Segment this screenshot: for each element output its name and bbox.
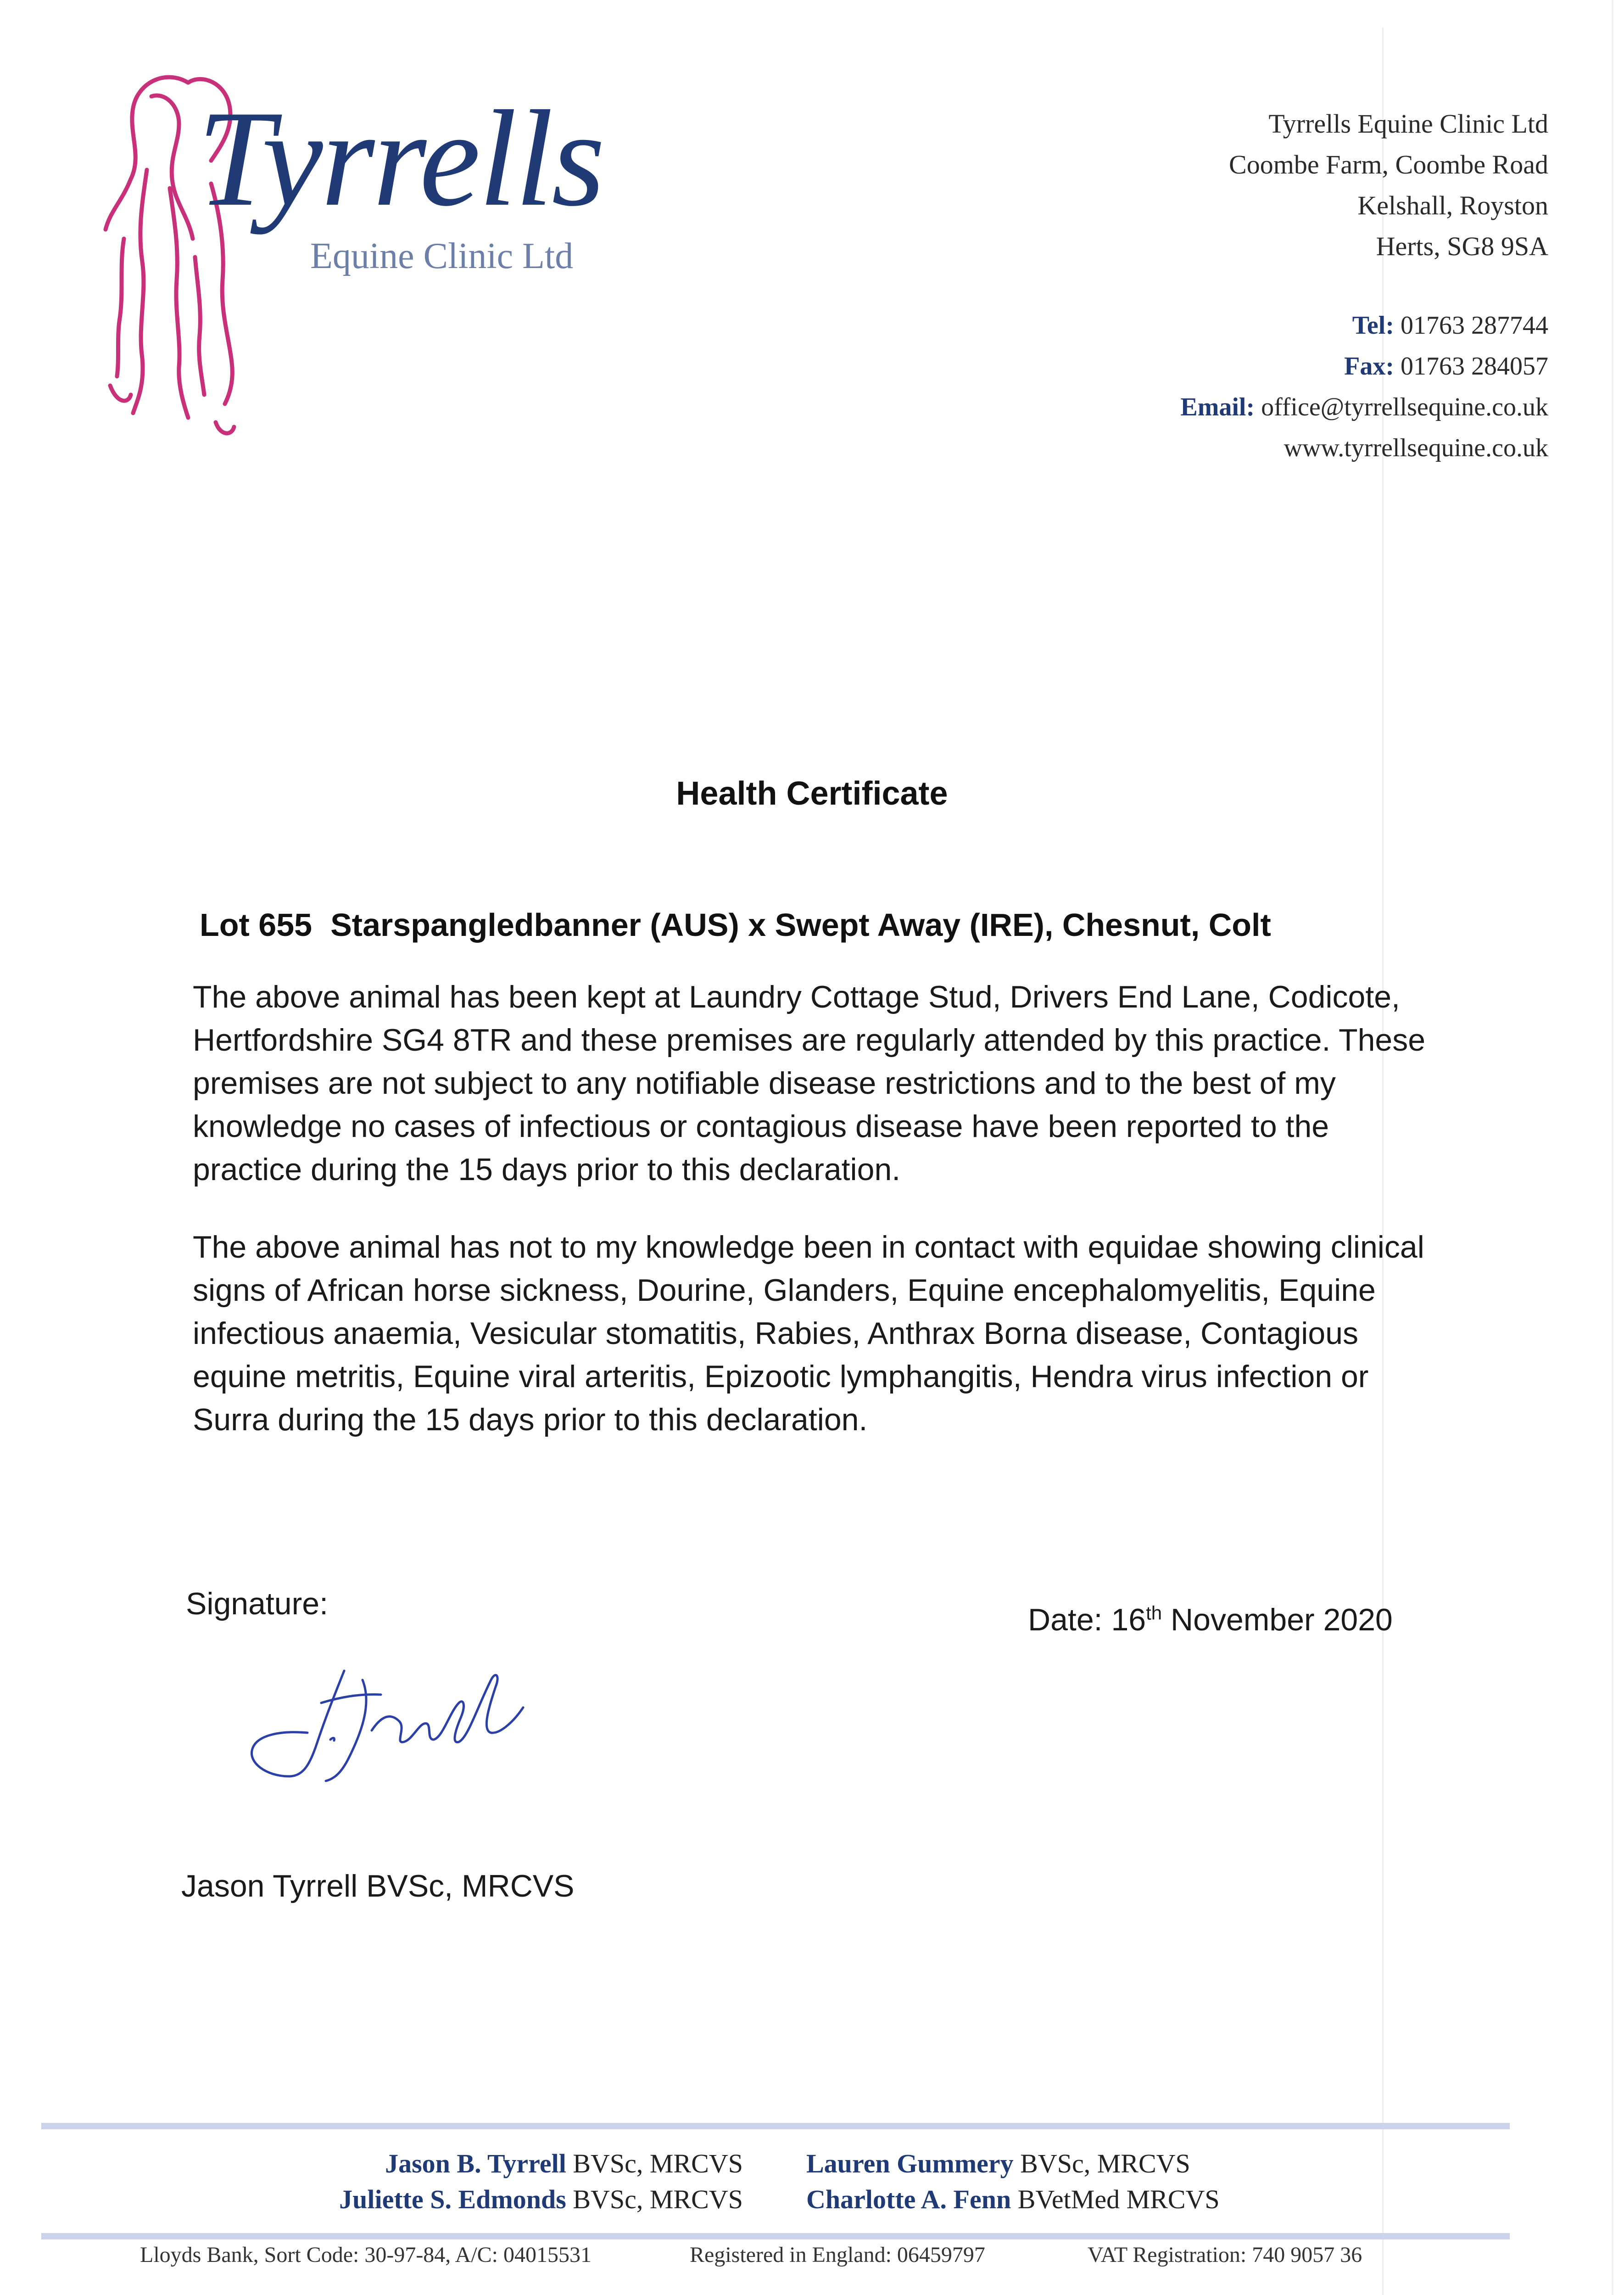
vet-entry <box>339 2146 743 2182</box>
email-line <box>1180 387 1548 428</box>
lot-description: Starspangledbanner (AUS) x Swept Away (IRE), Chesnut, Colt <box>330 907 1271 943</box>
contact-paragraph: The above animal has not to my knowledge been in contact with equidae showing clinical signs of African horse sickness, Dourine, Glanders, Equine encephalomyelitis, Equine infectious anaemia, Vesicular stomatitis, Rabies, Anthrax Borna disease, Contagious equine metritis, Equine viral arteritis, Epizootic lymphangitis, Hendra virus infection or Surra during the 15 days prior to this declaration. <box>193 1230 1424 1437</box>
vet-entry <box>339 2182 743 2217</box>
date-suffix: th <box>1146 1602 1162 1624</box>
logo-wordmark: Tyrrells <box>197 82 603 235</box>
vet-quals: BVetMed MRCVS <box>1017 2184 1220 2214</box>
fax-label: Fax: <box>1344 352 1394 381</box>
tel-label: Tel: <box>1352 311 1394 340</box>
footer-divider <box>41 2123 1510 2129</box>
date-rest: November 2020 <box>1171 1602 1393 1637</box>
handwritten-signature <box>197 1652 555 1799</box>
logo-subtitle: Equine Clinic Ltd <box>310 236 574 276</box>
declaration-paragraph: The above animal has been kept at Laundry Cottage Stud, Drivers End Lane, Codicote, Hertfordshire SG4 8TR and these premises are regularly attended by this practice. These premises are not subject to any notifiable disease restrictions and to the best of my knowledge no cases of infectious or contagious disease have been reported to the practice during the 15 days prior to this declaration. <box>193 980 1426 1187</box>
vet-quals: BVSc, MRCVS <box>573 2149 743 2178</box>
vet-name: Lauren Gummery <box>806 2149 1014 2178</box>
address-line: Kelshall, Royston <box>1357 190 1548 220</box>
date-day: 16 <box>1111 1602 1146 1637</box>
address-line: Herts, SG8 9SA <box>1376 231 1548 261</box>
vet-entry <box>806 2182 1220 2217</box>
clinic-contact <box>1180 305 1548 469</box>
address-line: Coombe Farm, Coombe Road <box>1229 150 1548 179</box>
email-label: Email: <box>1180 393 1255 421</box>
bank-details: Lloyds Bank, Sort Code: 30-97-84, A/C: 04015531 <box>140 2243 592 2267</box>
vet-quals: BVSc, MRCVS <box>573 2184 743 2214</box>
lot-heading <box>200 907 1289 943</box>
website-link[interactable]: www.tyrrellsequine.co.uk <box>1284 434 1548 462</box>
lot-number: Lot 655 <box>200 907 313 943</box>
page-title: Health Certificate <box>676 775 948 812</box>
vat-registration: VAT Registration: 740 9057 36 <box>1088 2243 1362 2267</box>
vet-entry <box>806 2146 1220 2182</box>
fax-value: 01763 284057 <box>1401 352 1548 381</box>
email-link[interactable]: office@tyrrellsequine.co.uk <box>1261 393 1548 421</box>
vet-name: Juliette S. Edmonds <box>339 2184 566 2214</box>
signer-name: Jason Tyrrell BVSc, MRCVS <box>181 1869 575 1903</box>
vet-list-right <box>806 2146 1220 2217</box>
tel-line <box>1180 305 1548 346</box>
tel-value: 01763 287744 <box>1401 311 1548 340</box>
date-line <box>1028 1602 1393 1638</box>
clinic-address <box>1229 103 1548 267</box>
vet-quals: BVSc, MRCVS <box>1020 2149 1190 2178</box>
fax-line <box>1180 346 1548 387</box>
date-label: Date: <box>1028 1602 1103 1637</box>
scan-line <box>1612 0 1613 2295</box>
footer-divider <box>41 2233 1510 2239</box>
vet-name: Jason B. Tyrrell <box>385 2149 566 2178</box>
vet-list-left <box>339 2146 743 2217</box>
signature-label: Signature: <box>186 1586 328 1621</box>
address-line: Tyrrells Equine Clinic Ltd <box>1268 109 1548 139</box>
company-registration: Registered in England: 06459797 <box>690 2243 985 2267</box>
vet-name: Charlotte A. Fenn <box>806 2184 1011 2214</box>
